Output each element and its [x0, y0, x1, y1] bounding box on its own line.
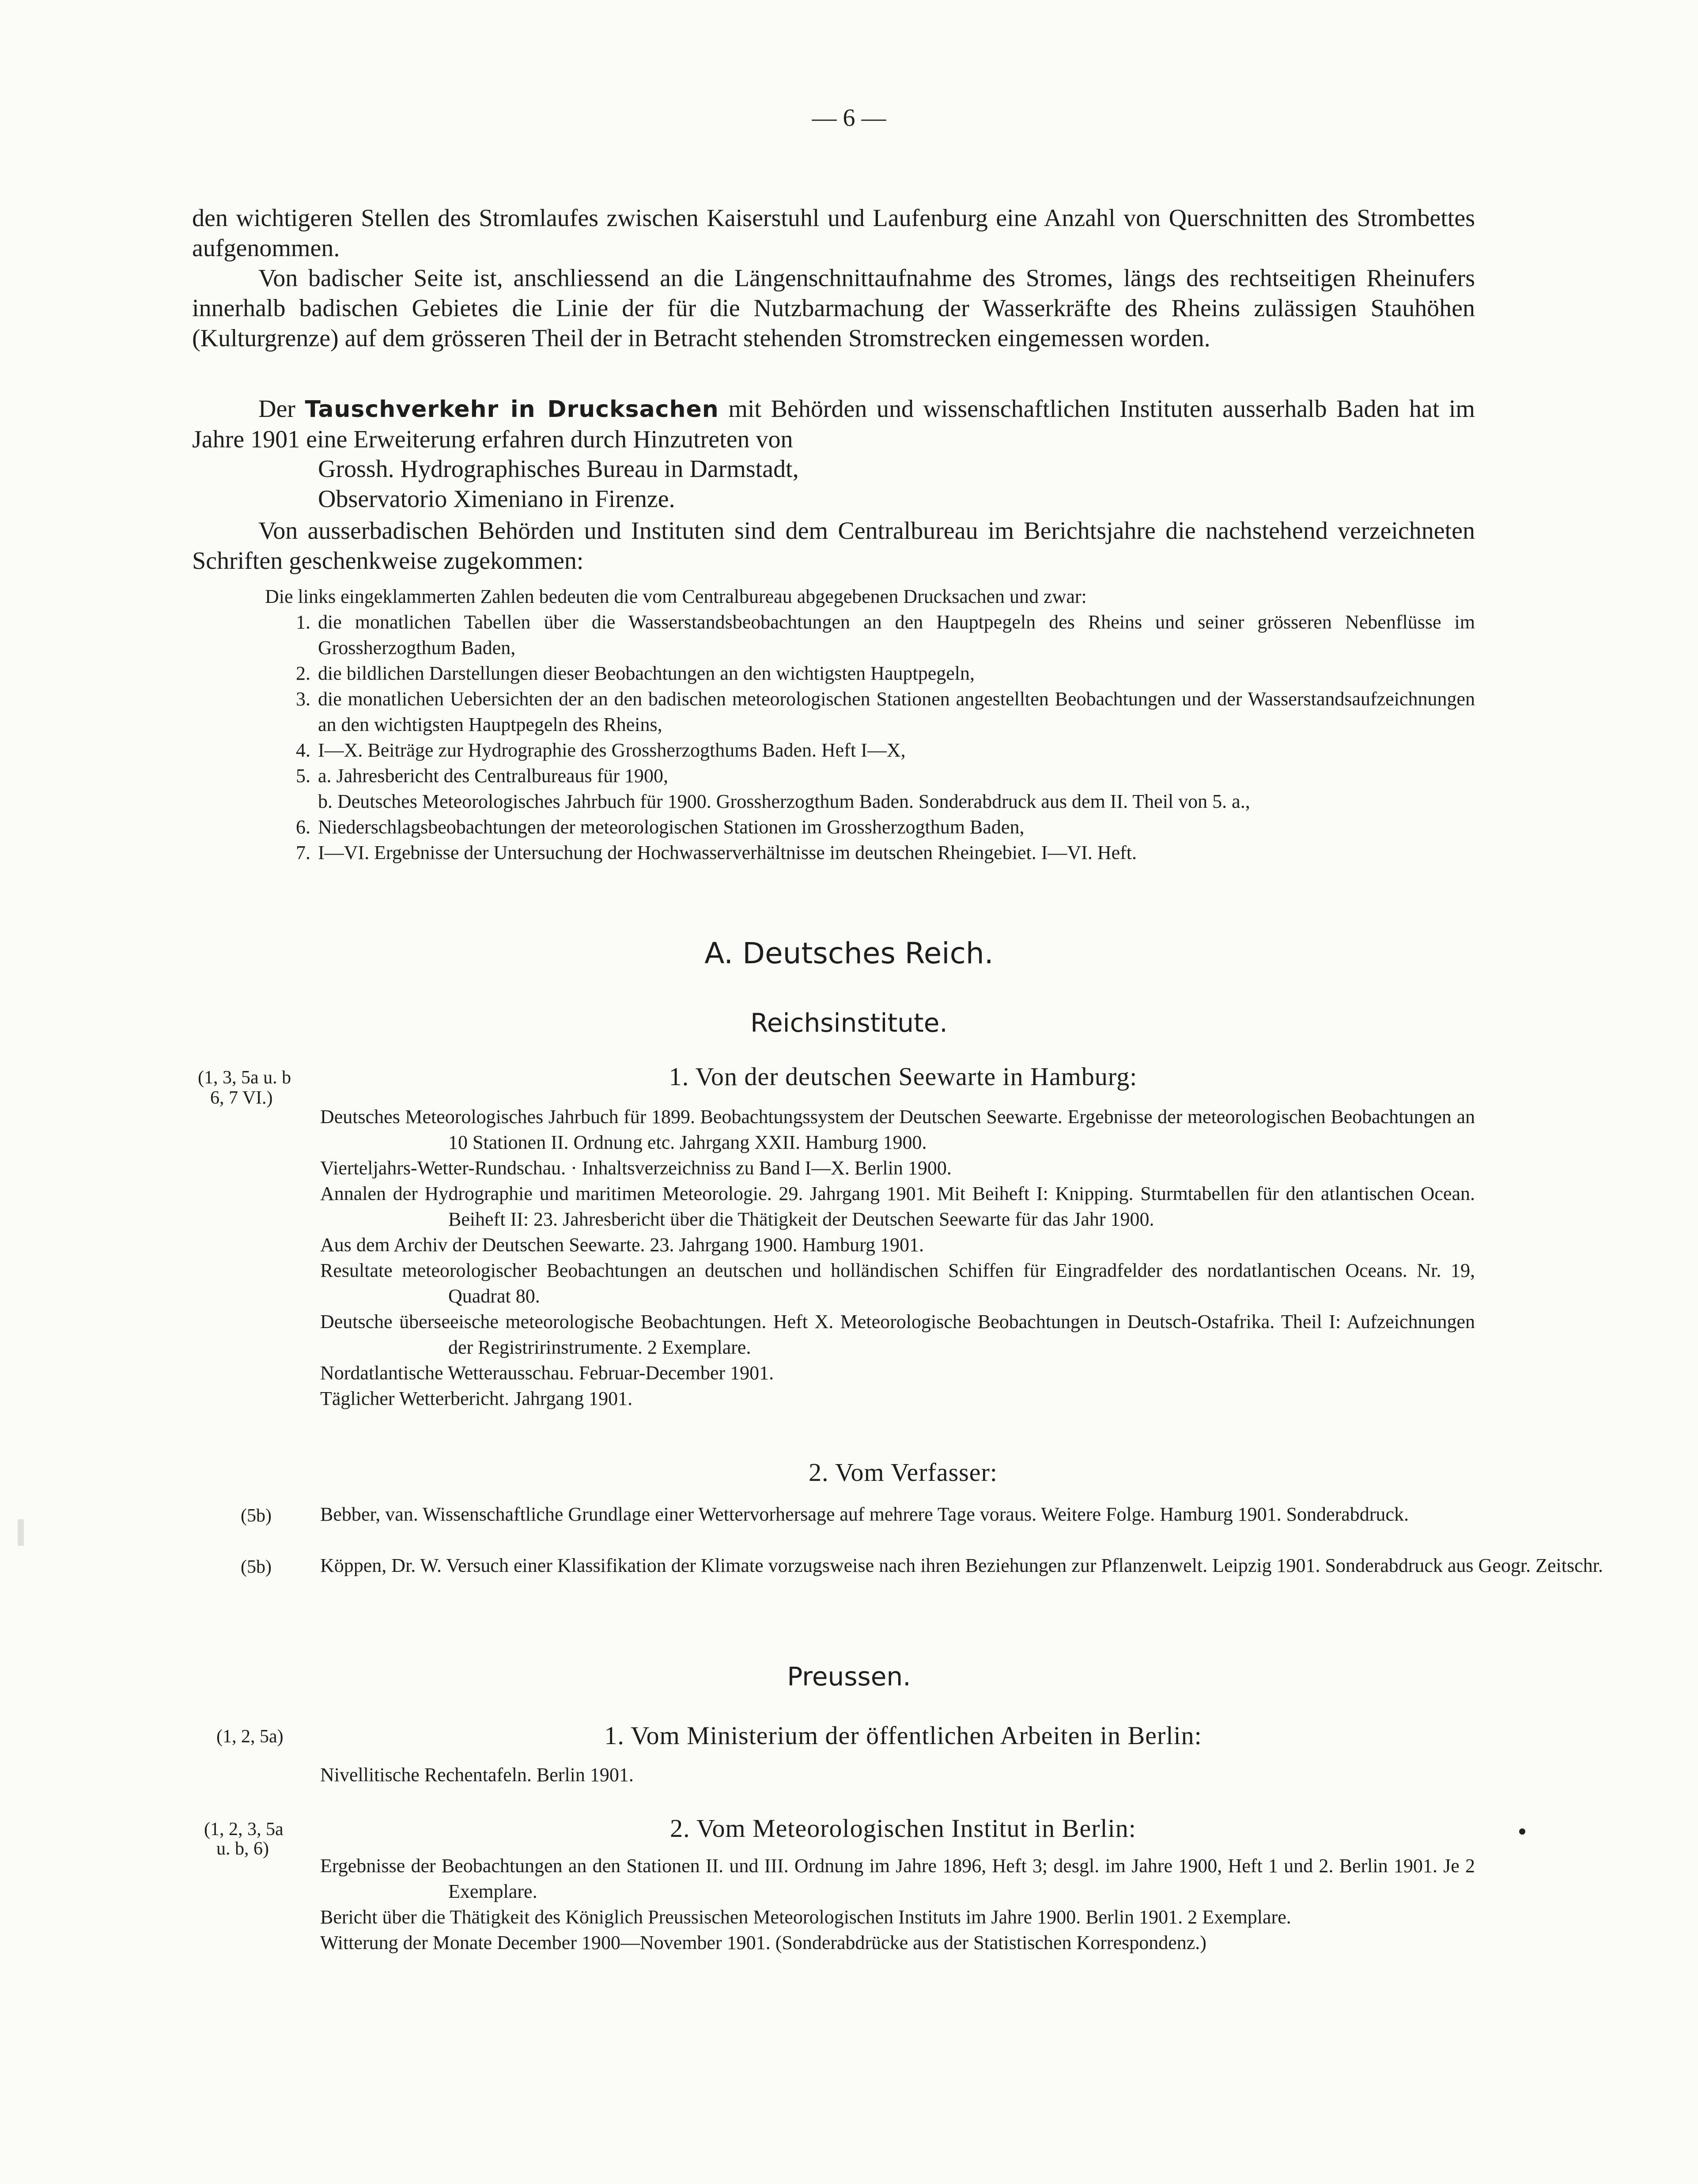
publication-entry: Witterung der Monate December 1900—November 1901. (Sonderabdrücke aus der Statistischen Korrespondenz.) — [320, 1932, 1206, 1953]
legend-item — [296, 814, 1475, 840]
margin-ref-institut-2: u. b, 6) — [216, 1839, 269, 1859]
section-title-deutsches-reich: A. Deutsches Reich. — [704, 936, 994, 970]
legend-intro: Die links eingeklammerten Zahlen bedeuten die vom Centralbureau abgegebenen Drucksachen und zwar: — [265, 586, 1087, 607]
p3-after: mit Behörden und wissenschaftlichen Instituten ausserhalb Baden hat im Jahre 1901 eine Erweiterung erfahren durch Hinzutreten von — [192, 395, 1475, 453]
legend-item-text: I—X. Beiträge zur Hydrographie des Grossherzogthums Baden. Heft I—X, — [318, 739, 906, 761]
legend-item — [296, 661, 1475, 686]
section-title-preussen: Preussen. — [787, 1662, 911, 1692]
publication-entry: Deutsche überseeische meteorologische Beobachtungen. Heft X. Meteorologische Beobachtungen in Deutsch-Ostafrika. Theil I: Aufzeichnungen der Registririnstrumente. 2 Exemplare. — [320, 1311, 1475, 1358]
legend-item-number: 5. — [296, 765, 310, 787]
legend-item — [296, 763, 1475, 789]
legend-item-number: 7. — [296, 842, 310, 863]
publication-entry-rechentafeln: Nivellitische Rechentafeln. Berlin 1901. — [320, 1764, 634, 1786]
margin-ref-seewarte-1: (1, 3, 5a u. b — [198, 1067, 291, 1088]
publication-entry: Bericht über die Thätigkeit des Königlich Preussischen Meteorologischen Instituts im Jahre 1900. Berlin 1901. 2 Exemplare. — [320, 1906, 1291, 1928]
legend-item-number: 2. — [296, 662, 310, 684]
scan-dot — [1519, 1828, 1525, 1835]
publication-entry: Vierteljahrs-Wetter-Rundschau. · Inhaltsverzeichniss zu Band I—X. Berlin 1900. — [320, 1157, 952, 1179]
page-number: — 6 — — [812, 104, 886, 132]
intro-paragraph-1: den wichtigeren Stellen des Stromlaufes zwischen Kaiserstuhl und Laufenburg eine Anzahl von Querschnitten des Strombettes aufgenommen. — [192, 204, 1475, 262]
seewarte-entries — [320, 1104, 1475, 1412]
publication-entry: Aus dem Archiv der Deutschen Seewarte. 23. Jahrgang 1900. Hamburg 1901. — [320, 1234, 924, 1256]
legend-item-text: die monatlichen Tabellen über die Wasserstandsbeobachtungen an den Hauptpegeln des Rheins und seiner grösseren Nebenflüsse im Grossherzogthum Baden, — [318, 611, 1475, 659]
institut-entries — [320, 1853, 1475, 1956]
publication-entry: Deutsches Meteorologisches Jahrbuch für 1899. Beobachtungssystem der Deutschen Seewarte. Ergebnisse der meteorologischen Beobachtungen an 10 Stationen II. Ordnung etc. Jahrgang XXII. Hamburg 1900. — [320, 1106, 1475, 1153]
heading-ministerium: 1. Vom Ministerium der öffentlichen Arbeiten in Berlin: — [604, 1721, 1202, 1750]
scan-speck — [18, 1519, 24, 1546]
p3-before: Der — [258, 395, 305, 423]
heading-seewarte: 1. Von der deutschen Seewarte in Hamburg: — [669, 1062, 1138, 1091]
legend-item-text: b. Deutsches Meteorologisches Jahrbuch für 1900. Grossherzogthum Baden. Sonderabdruck aus dem II. Theil von 5. a., — [318, 791, 1250, 812]
legend-item-text: I—VI. Ergebnisse der Untersuchung der Hochwasserverhältnisse im deutschen Rheingebiet. I—VI. Heft. — [318, 842, 1137, 863]
legend-item — [296, 789, 1475, 814]
publication-entry: Annalen der Hydrographie und maritimen Meteorologie. 29. Jahrgang 1901. Mit Beiheft I: Knipping. Sturmtabellen für den atlantischen Ocean. Beiheft II: 23. Jahresbericht über die Thätigkeit der Deutschen Seewarte für das Jahr 1900. — [320, 1183, 1475, 1230]
legend-item-number: 6. — [296, 816, 310, 838]
legend-item-number: 4. — [296, 739, 310, 761]
address-2: Observatorio Ximeniano in Firenze. — [318, 485, 675, 513]
legend-item-text: die bildlichen Darstellungen dieser Beobachtungen an den wichtigsten Hauptpegeln, — [318, 662, 975, 684]
address-1: Grossh. Hydrographisches Bureau in Darmstadt, — [318, 455, 799, 483]
legend-item-text: Niederschlagsbeobachtungen der meteorologischen Stationen im Grossherzogthum Baden, — [318, 816, 1025, 838]
publication-entry-bebber: Bebber, van. Wissenschaftliche Grundlage einer Wettervorhersage auf mehrere Tage voraus. Weitere Folge. Hamburg 1901. Sonderabdruck. — [320, 1503, 1409, 1525]
legend-item — [296, 686, 1475, 738]
legend-item-number: 3. — [296, 688, 310, 710]
publication-entry-koeppen: Köppen, Dr. W. Versuch einer Klassifikation der Klimate vorzugsweise nach ihren Beziehungen zur Pflanzenwelt. Leipzig 1901. Sonderabdruck aus Geogr. Zeitschr. — [320, 1555, 1603, 1576]
legend-item — [296, 840, 1475, 866]
margin-ref-ministerium: (1, 2, 5a) — [216, 1726, 284, 1747]
margin-ref-bebber: (5b) — [241, 1506, 272, 1526]
legend-item — [296, 609, 1475, 661]
publication-entry: Resultate meteorologischer Beobachtungen an deutschen und holländischen Schiffen für Eingradfelder des nordatlantischen Oceans. Nr. 19, Quadrat 80. — [320, 1260, 1475, 1307]
margin-ref-koeppen: (5b) — [241, 1557, 272, 1577]
legend-item-number — [296, 789, 318, 814]
legend-item-text: die monatlichen Uebersichten der an den badischen meteorologischen Stationen angestellten Beobachtungen und der Wasserstandsaufzeichnungen an den wichtigsten Hauptpegeln des Rheins, — [318, 688, 1475, 735]
margin-ref-seewarte-2: 6, 7 VI.) — [210, 1088, 273, 1108]
legend-item-text: a. Jahresbericht des Centralbureaus für 1900, — [318, 765, 668, 787]
intro-paragraph-2: Von badischer Seite ist, anschliessend an die Längenschnittaufnahme des Stromes, längs des rechtseitigen Rheinufers innerhalb badischen Gebietes die Linie der für die Nutzbarmachung der Wasserkräfte des Rheins zulässigen Stauhöhen (Kulturgrenze) auf dem grösseren Theil der in Betracht stehenden Stromstrecken eingemessen worden. — [192, 265, 1475, 352]
heading-verfasser: 2. Vom Verfasser: — [809, 1458, 998, 1487]
heading-institut: 2. Vom Meteorologischen Institut in Berlin: — [670, 1814, 1136, 1843]
publication-entry: Nordatlantische Wetterausschau. Februar-December 1901. — [320, 1362, 774, 1384]
publication-entry: Täglicher Wetterbericht. Jahrgang 1901. — [320, 1388, 633, 1409]
intro-paragraph-4: Von ausserbadischen Behörden und Instituten sind dem Centralbureau im Berichtsjahre die nachstehend verzeichneten Schriften geschenkweise zugekommen: — [192, 517, 1475, 575]
margin-ref-institut-1: (1, 2, 3, 5a — [204, 1819, 284, 1840]
subsection-title-reichsinstitute: Reichsinstitute. — [750, 1008, 948, 1038]
p3-bold: Tauschverkehr in Drucksachen — [305, 396, 719, 423]
intro-paragraph-3 — [192, 394, 1475, 454]
legend-list — [296, 609, 1475, 866]
legend-item — [296, 738, 1475, 763]
legend-item-number: 1. — [296, 611, 310, 633]
publication-entry: Ergebnisse der Beobachtungen an den Stationen II. und III. Ordnung im Jahre 1896, Heft 3; desgl. im Jahre 1900, Heft 1 und 2. Berlin 1901. Je 2 Exemplare. — [320, 1855, 1475, 1902]
